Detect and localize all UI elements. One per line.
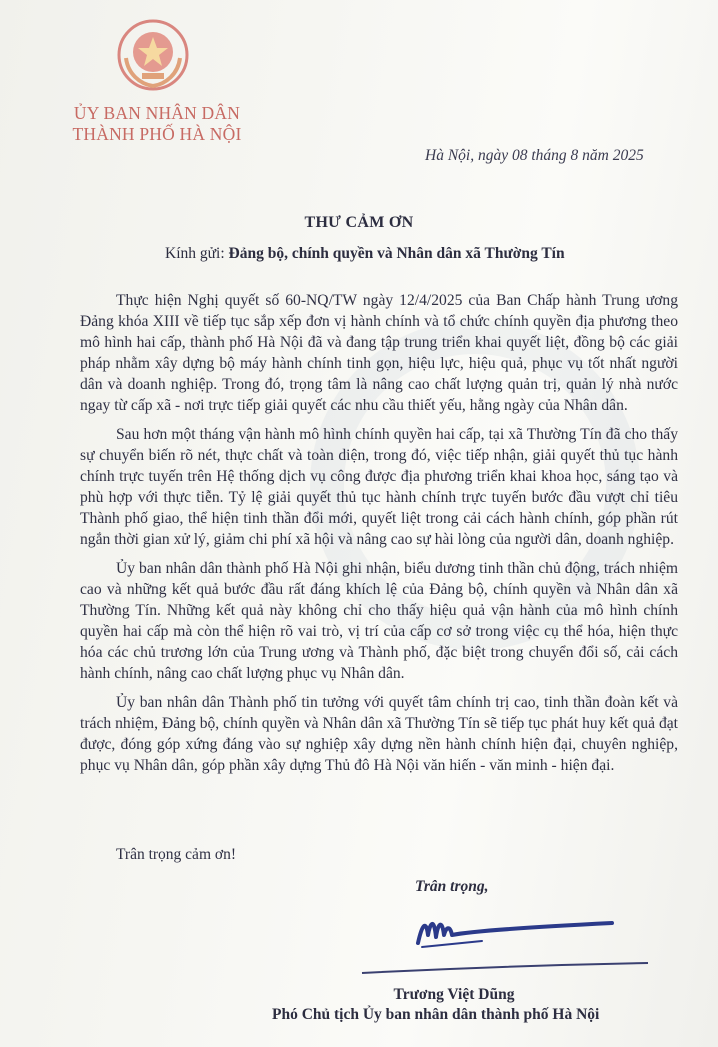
greeting bbox=[165, 245, 565, 263]
greeting-prefix: Kính gửi: bbox=[165, 245, 229, 262]
body-paragraph-1: Thực hiện Nghị quyết số 60-NQ/TW ngày 12/4/2025 của Ban Chấp hành Trung ương Đảng khóa XIII về tiếp tục sắp xếp đơn vị hành chính và tổ chức chính quyền địa phương theo mô hình hai cấp, thành phố Hà Nội đã và đang tập trung triển khai quyết liệt, đồng bộ các giải pháp nhằm xây dựng bộ máy hành chính tinh gọn, hiệu lực, hiệu quả, phục vụ tốt nhất người dân và doanh nghiệp. Trong đó, trọng tâm là nâng cao chất lượng quản trị, quản lý nhà nước ngay từ cấp xã - nơi trực tiếp giải quyết các nhu cầu thiết yếu, hằng ngày của Nhân dân. bbox=[80, 292, 678, 414]
signature-underline bbox=[360, 961, 650, 977]
national-emblem-icon bbox=[116, 18, 190, 92]
body-paragraph-4: Ủy ban nhân dân Thành phố tin tưởng với quyết tâm chính trị cao, tinh thần đoàn kết và trách nhiệm, Đảng bộ, chính quyền và Nhân dân xã Thường Tín sẽ tiếp tục phát huy kết quả đạt được, đóng góp xứng đáng vào sự nghiệp xây dựng nền hành chính hiện đại, chuyên nghiệp, phục vụ Nhân dân, góp phần xây dựng Thủ đô Hà Nội văn hiến - văn minh - hiện đại. bbox=[80, 694, 678, 774]
thanks-line: Trân trọng cảm ơn! bbox=[116, 846, 236, 863]
document-date: Hà Nội, ngày 08 tháng 8 năm 2025 bbox=[425, 147, 644, 164]
handwritten-signature-icon bbox=[412, 905, 622, 953]
organization-line-2: THÀNH PHỐ HÀ NỘI bbox=[72, 124, 242, 144]
greeting-recipient: Đảng bộ, chính quyền và Nhân dân xã Thường Tín bbox=[228, 245, 565, 262]
signer-name: Trương Việt Dũng bbox=[393, 986, 515, 1003]
signer-title: Phó Chủ tịch Ủy ban nhân dân thành phố Hà Nội bbox=[272, 1006, 600, 1023]
organization-line-1: ỦY BAN NHÂN DÂN bbox=[73, 103, 241, 123]
body-paragraph-3: Ủy ban nhân dân thành phố Hà Nội ghi nhận, biểu dương tinh thần chủ động, trách nhiệm cao và những kết quả bước đầu rất đáng khích lệ của Đảng bộ, chính quyền và Nhân dân xã Thường Tín. Những kết quả này không chỉ cho thấy hiệu quả vận hành của mô hình chính quyền hai cấp mà còn thể hiện rõ vai trò, vị trí của cấp cơ sở trong việc cụ thể hóa, hiện thực hóa các chủ trương lớn của Trung ương và Thành phố, đặc biệt trong chuyển đổi số, cải cách hành chính, nâng cao chất lượng phục vụ Nhân dân. bbox=[80, 560, 678, 682]
closing-salutation: Trân trọng, bbox=[415, 878, 489, 895]
body-paragraph-2: Sau hơn một tháng vận hành mô hình chính quyền hai cấp, tại xã Thường Tín đã cho thấy sự chuyển biến rõ nét, thực chất và toàn diện, trong đó, việc tiếp nhận, giải quyết thủ tục hành chính trực tuyến trên Hệ thống dịch vụ công được địa phương triển khai khoa học, sáng tạo và phù hợp với thực tiễn. Tỷ lệ giải quyết thủ tục hành chính trực tuyến bước đầu vượt chỉ tiêu Thành phố giao, thể hiện tinh thần đổi mới, quyết liệt trong cải cách hành chính, góp phần rút ngắn thời gian xử lý, giảm chi phí xã hội và nâng cao sự hài lòng của người dân, doanh nghiệp. bbox=[80, 426, 678, 548]
letter-body bbox=[80, 290, 678, 776]
letter-title: THƯ CẢM ƠN bbox=[304, 214, 414, 231]
